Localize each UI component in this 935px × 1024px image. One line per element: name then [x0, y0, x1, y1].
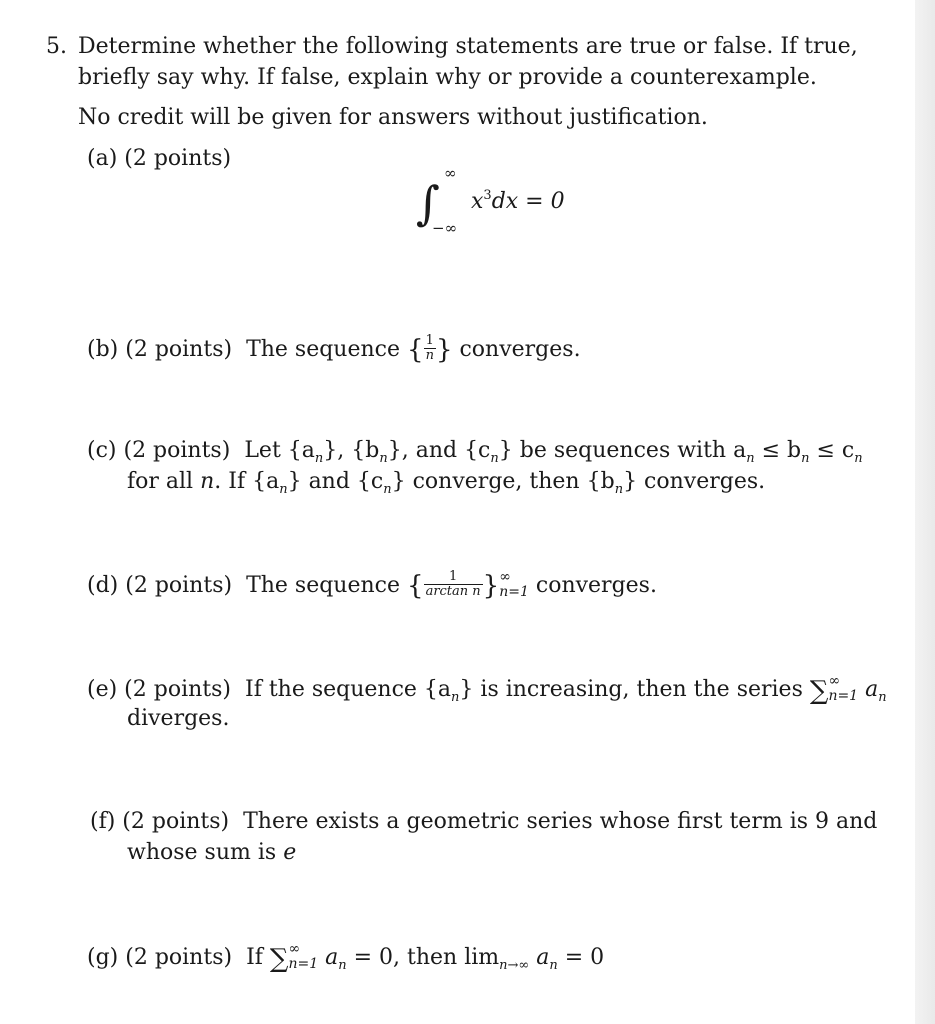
part-e-label: (e) (2 points)	[87, 677, 231, 702]
part-c-text-6: ≤ c	[809, 438, 855, 463]
subscript-n: n	[614, 482, 624, 497]
subscript-n: n	[801, 451, 810, 466]
limit-term: a	[536, 945, 550, 970]
part-g-text-then-lim: = 0, then lim	[346, 945, 500, 970]
integrand-variable: x	[471, 189, 484, 214]
part-c-text-9: } and {c	[287, 469, 384, 494]
subscript-n: n	[379, 451, 388, 466]
subscript-n: n	[279, 482, 288, 497]
part-f-label: (f) (2 points)	[90, 809, 230, 834]
integral-upper-limit: ∞	[444, 164, 457, 182]
fraction-numerator: 1	[424, 334, 436, 349]
sum-limits	[828, 674, 858, 704]
part-b-text-before: The sequence	[246, 337, 401, 362]
open-brace: {	[407, 571, 424, 601]
part-c-line-1	[87, 437, 863, 468]
part-f-line-2	[127, 839, 296, 867]
integrand-dx: dx = 0	[491, 189, 565, 214]
problem-number-label: 5.	[46, 34, 67, 59]
fraction-numerator: 1	[424, 570, 483, 585]
variable-n: n	[200, 469, 215, 494]
part-d-text-after: converges.	[535, 573, 657, 598]
sum-upper: ∞	[828, 673, 841, 689]
part-b-statement	[87, 334, 581, 365]
part-c-text-7: for all	[127, 469, 201, 494]
subscript-n: n	[490, 451, 499, 466]
part-f-text-1: There exists a geometric series whose first term is 9 and	[243, 809, 878, 834]
part-e-text-2: } is increasing, then the series	[459, 677, 803, 702]
close-brace: }	[435, 335, 453, 365]
integrand-power: 3	[483, 188, 492, 203]
intro-line-2: briefly say why. If false, explain why or provide a counterexample.	[78, 65, 817, 90]
open-brace: {	[407, 335, 424, 365]
subscript-n: n	[878, 690, 887, 705]
index-lower: n=1	[499, 584, 529, 600]
integral-lower-limit: −∞	[432, 219, 458, 237]
page-right-margin	[915, 0, 935, 1024]
fraction-one-over-arctan	[424, 570, 483, 599]
part-g-label: (g) (2 points)	[87, 945, 233, 970]
subscript-n: n	[451, 690, 460, 705]
sum-lower: n=1	[288, 956, 319, 972]
part-b-text-after: converges.	[459, 337, 581, 362]
part-e-line-2: diverges.	[127, 706, 230, 731]
part-d-text-before: The sequence	[246, 573, 401, 598]
fraction-one-over-n	[424, 334, 436, 363]
sum-symbol: ∑	[269, 944, 289, 974]
part-e-text-1: If the sequence {a	[245, 677, 452, 702]
part-f-line-1	[90, 808, 877, 836]
subscript-n: n	[549, 958, 558, 973]
part-c-text-4: } be sequences with a	[498, 438, 747, 463]
close-brace: }	[482, 571, 500, 601]
sum-upper: ∞	[288, 941, 301, 957]
fraction-denominator: n	[425, 347, 434, 363]
part-b-label: (b) (2 points)	[87, 337, 233, 362]
sum-term: a	[865, 677, 879, 702]
part-d-statement	[87, 570, 657, 601]
subscript-n: n	[854, 451, 863, 466]
subscript-n: n	[746, 451, 755, 466]
part-c-label: (c) (2 points)	[87, 438, 231, 463]
part-c-text-5: ≤ b	[754, 438, 802, 463]
part-g-if: If	[246, 945, 263, 970]
part-c-text-10: } converge, then {b	[391, 469, 615, 494]
sum-lower: n=1	[828, 688, 859, 704]
part-c-text-2: }, {b	[323, 438, 380, 463]
sum-symbol: ∑	[809, 676, 829, 706]
problem-number	[46, 33, 67, 61]
sequence-index-range	[499, 570, 529, 600]
integral-sign: ∫	[416, 176, 440, 230]
fraction-denominator: arctan n	[425, 583, 481, 599]
index-upper: ∞	[499, 569, 511, 585]
sum-limits	[288, 942, 318, 972]
intro-line-1: Determine whether the following statements are true or false. If true,	[78, 34, 858, 59]
subscript-n: n	[338, 958, 347, 973]
integrand	[471, 188, 565, 219]
part-c-text-1: Let {a	[244, 438, 315, 463]
subscript-n: n	[314, 451, 324, 466]
part-d-label: (d) (2 points)	[87, 573, 233, 598]
part-a-label: (a) (2 points)	[87, 146, 232, 171]
part-c-text-3: }, and {c	[387, 438, 491, 463]
limit-subscript: n→∞	[499, 958, 530, 973]
sum-term: a	[325, 945, 339, 970]
part-e-line-1	[87, 674, 887, 707]
variable-e: e	[283, 840, 297, 865]
part-g-text-end: = 0	[557, 945, 605, 970]
no-credit-note: No credit will be given for answers without justification.	[78, 105, 708, 130]
part-f-text-2: whose sum is	[127, 840, 284, 865]
part-g-statement	[87, 942, 604, 975]
part-c-text-11: } converges.	[623, 469, 766, 494]
part-c-text-8: . If {a	[214, 469, 280, 494]
part-c-line-2	[127, 468, 765, 499]
subscript-n: n	[383, 482, 392, 497]
